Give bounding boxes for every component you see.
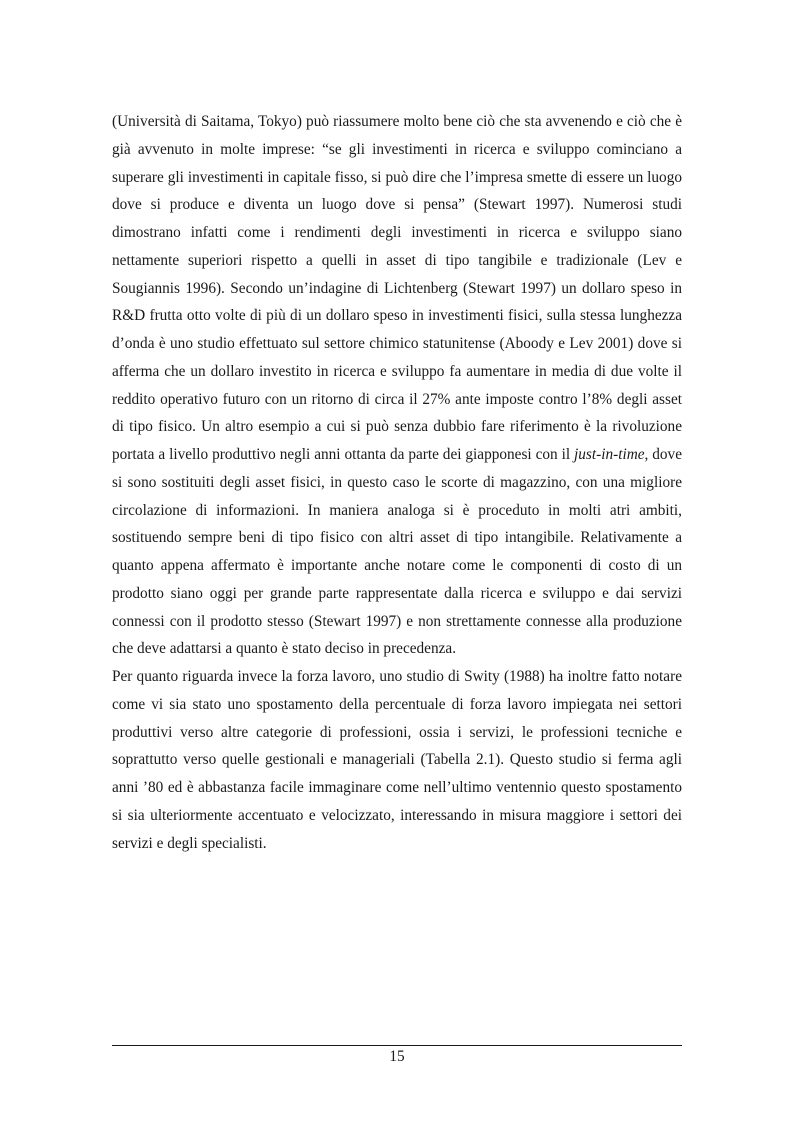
- footer-divider: [112, 1045, 682, 1046]
- paragraph-text-after-emphasis: , dove si sono sostituiti degli asset fisici, in questo caso le scorte di magazzino, con una migliore circolazione di informazioni. In maniera analoga si è proceduto in molti atri ambiti, sostituendo sempre beni di tipo fisico con altri asset di tipo intangibile. Relativamente a quanto appena affermato è importante anche notare come le componenti di costo di un prodotto siano oggi per grande parte rappresentate dalla ricerca e sviluppo e dai servizi connessi con il prodotto stesso (Stewart 1997) e non strettamente connesse alla produzione che deve adattarsi a quanto è stato deciso in precedenza.: [112, 446, 682, 658]
- paragraph-workforce: Per quanto riguarda invece la forza lavoro, uno studio di Swity (1988) ha inoltre fatto notare come vi sia stato uno spostamento della percentuale di forza lavoro impiegata nei settori produttivi verso altre categorie di professioni, ossia i servizi, le professioni tecniche e soprattutto verso quelle gestionali e manageriali (Tabella 2.1). Questo studio si ferma agli anni ’80 ed è abbastanza facile immaginare come nell’ultimo ventennio questo spostamento si sia ulteriormente accentuato e velocizzato, interessando in misura maggiore i settori dei servizi e degli specialisti.: [112, 668, 682, 852]
- paragraph-rnd-investments: [112, 108, 682, 663]
- emphasized-term: just-in-time: [574, 446, 645, 463]
- page-number: 15: [389, 1048, 405, 1065]
- paragraph-text-before-emphasis: (Università di Saitama, Tokyo) può riassumere molto bene ciò che sta avvenendo e ciò che è già avvenuto in molte imprese: “se gli investimenti in ricerca e sviluppo cominciano a superare gli investimenti in capitale fisso, si può dire che l’impresa smette di essere un luogo dove si produce e diventa un luogo dove si pensa” (Stewart 1997). Numerosi studi dimostrano infatti come i rendimenti degli investimenti in ricerca e sviluppo siano nettamente superiori rispetto a quelli in asset di tipo tangibile e tradizionale (Lev e Sougiannis 1996). Secondo un’indagine di Lichtenberg (Stewart 1997) un dollaro speso in R&D frutta otto volte di più di un dollaro speso in investimenti fisici, sulla stessa lunghezza d’onda è uno studio effettuato sul settore chimico statunitense (Aboody e Lev 2001) dove si afferma che un dollaro investito in ricerca e sviluppo fa aumentare in media di due volte il reddito operativo futuro con un ritorno di circa il 27% ante imposte contro l’8% degli asset di tipo fisico. Un altro esempio a cui si può senza dubbio fare riferimento è la rivoluzione portata a livello produttivo negli anni ottanta da parte dei giapponesi con il: [112, 113, 682, 463]
- body-text: [112, 108, 682, 857]
